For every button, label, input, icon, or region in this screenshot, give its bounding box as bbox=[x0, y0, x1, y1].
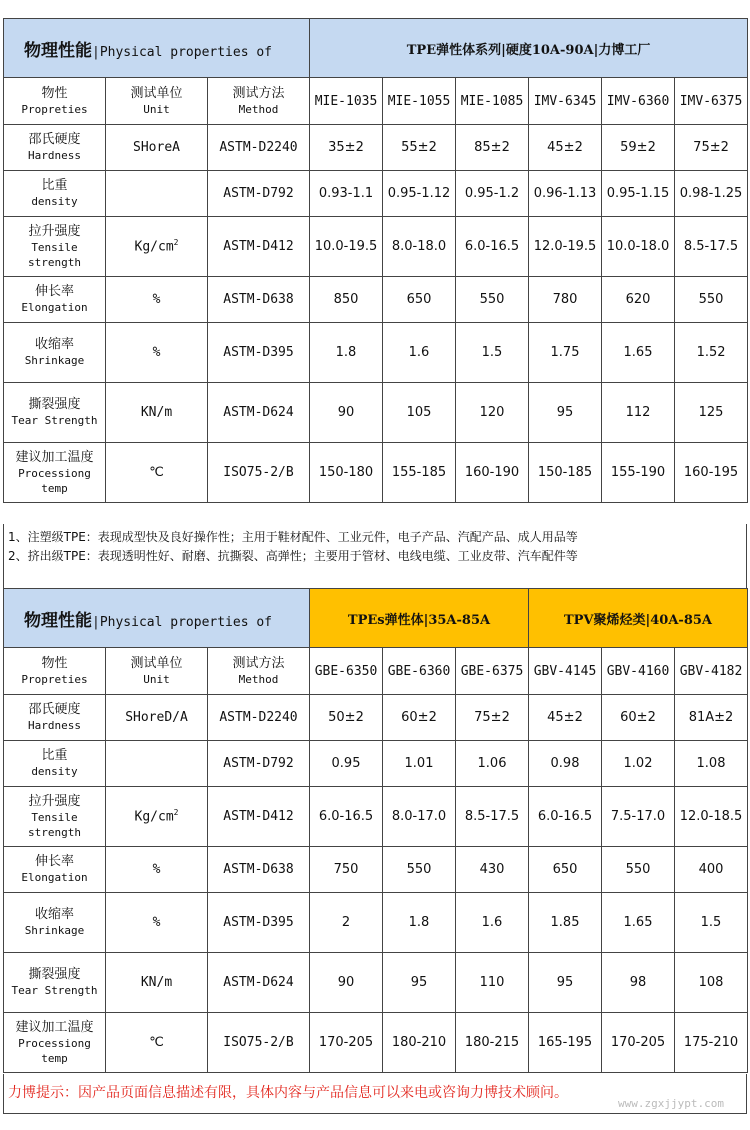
value-cell: 55±2 bbox=[383, 125, 456, 171]
value-cell: 45±2 bbox=[529, 695, 602, 741]
footer-tip: 力博提示：因产品页面信息描述有限，具体内容与产品信息可以来电或咨询力博技术顾问。 bbox=[8, 1085, 568, 1101]
value-cell: 180-215 bbox=[456, 1013, 529, 1073]
notes-section bbox=[3, 524, 747, 588]
grade-header: IMV-6345 bbox=[529, 78, 602, 125]
property-label: 伸长率 Elongation bbox=[4, 277, 106, 323]
col-header-method: 测试方法 Method bbox=[208, 648, 310, 695]
property-row bbox=[4, 125, 748, 171]
unit-cell: SHoreD/A bbox=[106, 695, 208, 741]
value-cell: 750 bbox=[310, 847, 383, 893]
value-cell: 1.02 bbox=[602, 741, 675, 787]
value-cell: 155-190 bbox=[602, 443, 675, 503]
property-label: 拉升强度 Tensile strength bbox=[4, 787, 106, 847]
unit-cell: $Kg/cm^2$ bbox=[106, 787, 208, 847]
property-row bbox=[4, 383, 748, 443]
value-cell: 75±2 bbox=[675, 125, 748, 171]
property-row bbox=[4, 847, 748, 893]
property-row bbox=[4, 787, 748, 847]
grade-header: GBV-4160 bbox=[602, 648, 675, 695]
grade-header: IMV-6360 bbox=[602, 78, 675, 125]
value-cell: 7.5-17.0 bbox=[602, 787, 675, 847]
grade-header: MIE-1085 bbox=[456, 78, 529, 125]
value-cell: 95 bbox=[529, 383, 602, 443]
value-cell: 170-205 bbox=[310, 1013, 383, 1073]
property-label: 建议加工温度 Processiong temp bbox=[4, 443, 106, 503]
value-cell: 1.5 bbox=[456, 323, 529, 383]
value-cell: 150-180 bbox=[310, 443, 383, 503]
value-cell: 650 bbox=[529, 847, 602, 893]
value-cell: 8.5-17.5 bbox=[456, 787, 529, 847]
value-cell: 6.0-16.5 bbox=[310, 787, 383, 847]
unit-cell: ℃ bbox=[106, 1013, 208, 1073]
grade-header: GBE-6360 bbox=[383, 648, 456, 695]
property-row bbox=[4, 953, 748, 1013]
value-cell: 0.96-1.13 bbox=[529, 171, 602, 217]
value-cell: 550 bbox=[675, 277, 748, 323]
value-cell: 155-185 bbox=[383, 443, 456, 503]
value-cell: 0.95 bbox=[310, 741, 383, 787]
col-header-property: 物性 Propreties bbox=[4, 78, 106, 125]
unit-cell: % bbox=[106, 847, 208, 893]
method-cell: ISO75-2/B bbox=[208, 1013, 310, 1073]
unit-cell: ℃ bbox=[106, 443, 208, 503]
property-row bbox=[4, 1013, 748, 1073]
value-cell: 0.95-1.15 bbox=[602, 171, 675, 217]
value-cell: 550 bbox=[383, 847, 456, 893]
value-cell: 105 bbox=[383, 383, 456, 443]
method-cell: ASTM-D792 bbox=[208, 171, 310, 217]
value-cell: 550 bbox=[456, 277, 529, 323]
unit-cell: KN/m bbox=[106, 953, 208, 1013]
value-cell: 850 bbox=[310, 277, 383, 323]
value-cell: 0.93-1.1 bbox=[310, 171, 383, 217]
value-cell: 170-205 bbox=[602, 1013, 675, 1073]
value-cell: 1.65 bbox=[602, 893, 675, 953]
value-cell: 125 bbox=[675, 383, 748, 443]
method-cell: ASTM-D395 bbox=[208, 893, 310, 953]
method-cell: ASTM-D2240 bbox=[208, 125, 310, 171]
unit-cell bbox=[106, 171, 208, 217]
grade-header: MIE-1055 bbox=[383, 78, 456, 125]
col-header-unit: 测试单位 Unit bbox=[106, 648, 208, 695]
value-cell: 2 bbox=[310, 893, 383, 953]
method-cell: ASTM-D624 bbox=[208, 953, 310, 1013]
col-header-property: 物性 Propreties bbox=[4, 648, 106, 695]
value-cell: 0.98 bbox=[529, 741, 602, 787]
table-title: TPE弹性体系列|硬度10A-90A|力博工厂 bbox=[310, 19, 748, 78]
footer-tip-box bbox=[3, 1074, 747, 1114]
value-cell: 95 bbox=[383, 953, 456, 1013]
property-label: 收缩率 Shrinkage bbox=[4, 893, 106, 953]
value-cell: 60±2 bbox=[383, 695, 456, 741]
value-cell: 1.52 bbox=[675, 323, 748, 383]
value-cell: 175-210 bbox=[675, 1013, 748, 1073]
method-cell: ASTM-D792 bbox=[208, 741, 310, 787]
column-header-row bbox=[4, 78, 748, 125]
property-row bbox=[4, 695, 748, 741]
value-cell: 12.0-18.5 bbox=[675, 787, 748, 847]
value-cell: 60±2 bbox=[602, 695, 675, 741]
property-label: 比重 density bbox=[4, 171, 106, 217]
value-cell: 45±2 bbox=[529, 125, 602, 171]
method-cell: ASTM-D395 bbox=[208, 323, 310, 383]
col-header-method: 测试方法 Method bbox=[208, 78, 310, 125]
col-header-unit: 测试单位 Unit bbox=[106, 78, 208, 125]
grade-header: GBE-6350 bbox=[310, 648, 383, 695]
grade-header: GBE-6375 bbox=[456, 648, 529, 695]
value-cell: 550 bbox=[602, 847, 675, 893]
value-cell: 1.8 bbox=[383, 893, 456, 953]
property-row bbox=[4, 217, 748, 277]
property-row bbox=[4, 741, 748, 787]
table-header-label: 物理性能|Physical properties of bbox=[4, 19, 310, 78]
value-cell: 120 bbox=[456, 383, 529, 443]
grade-header: IMV-6375 bbox=[675, 78, 748, 125]
value-cell: 620 bbox=[602, 277, 675, 323]
value-cell: 6.0-16.5 bbox=[456, 217, 529, 277]
value-cell: 90 bbox=[310, 953, 383, 1013]
value-cell: 10.0-19.5 bbox=[310, 217, 383, 277]
value-cell: 1.06 bbox=[456, 741, 529, 787]
property-row bbox=[4, 893, 748, 953]
unit-cell: % bbox=[106, 277, 208, 323]
value-cell: 0.98-1.25 bbox=[675, 171, 748, 217]
value-cell: 81A±2 bbox=[675, 695, 748, 741]
method-cell: ASTM-D412 bbox=[208, 787, 310, 847]
property-label: 邵氏硬度 Hardness bbox=[4, 695, 106, 741]
value-cell: 85±2 bbox=[456, 125, 529, 171]
method-cell: ASTM-D412 bbox=[208, 217, 310, 277]
value-cell: 160-195 bbox=[675, 443, 748, 503]
unit-cell: KN/m bbox=[106, 383, 208, 443]
unit-cell: SHoreA bbox=[106, 125, 208, 171]
value-cell: 8.0-18.0 bbox=[383, 217, 456, 277]
value-cell: 59±2 bbox=[602, 125, 675, 171]
value-cell: 1.6 bbox=[456, 893, 529, 953]
value-cell: 780 bbox=[529, 277, 602, 323]
value-cell: 110 bbox=[456, 953, 529, 1013]
value-cell: 400 bbox=[675, 847, 748, 893]
value-cell: 90 bbox=[310, 383, 383, 443]
table-title-tpv: TPV聚烯烃类|40A-85A bbox=[529, 589, 748, 648]
properties-table-1 bbox=[3, 18, 748, 503]
method-cell: ASTM-D638 bbox=[208, 847, 310, 893]
grade-header: MIE-1035 bbox=[310, 78, 383, 125]
value-cell: 0.95-1.2 bbox=[456, 171, 529, 217]
value-cell: 1.08 bbox=[675, 741, 748, 787]
property-row bbox=[4, 443, 748, 503]
value-cell: 50±2 bbox=[310, 695, 383, 741]
value-cell: 650 bbox=[383, 277, 456, 323]
value-cell: 150-185 bbox=[529, 443, 602, 503]
property-row bbox=[4, 171, 748, 217]
value-cell: 108 bbox=[675, 953, 748, 1013]
unit-cell: % bbox=[106, 893, 208, 953]
grade-header: GBV-4182 bbox=[675, 648, 748, 695]
value-cell: 160-190 bbox=[456, 443, 529, 503]
value-cell: 1.65 bbox=[602, 323, 675, 383]
value-cell: 112 bbox=[602, 383, 675, 443]
method-cell: ASTM-D638 bbox=[208, 277, 310, 323]
value-cell: 1.85 bbox=[529, 893, 602, 953]
method-cell: ASTM-D624 bbox=[208, 383, 310, 443]
value-cell: 75±2 bbox=[456, 695, 529, 741]
unit-cell: $Kg/cm^2$ bbox=[106, 217, 208, 277]
property-label: 邵氏硬度 Hardness bbox=[4, 125, 106, 171]
value-cell: 12.0-19.5 bbox=[529, 217, 602, 277]
value-cell: 98 bbox=[602, 953, 675, 1013]
value-cell: 165-195 bbox=[529, 1013, 602, 1073]
value-cell: 35±2 bbox=[310, 125, 383, 171]
value-cell: 430 bbox=[456, 847, 529, 893]
property-label: 收缩率 Shrinkage bbox=[4, 323, 106, 383]
property-label: 伸长率 Elongation bbox=[4, 847, 106, 893]
value-cell: 1.01 bbox=[383, 741, 456, 787]
method-cell: ASTM-D2240 bbox=[208, 695, 310, 741]
table-header-label: 物理性能|Physical properties of bbox=[4, 589, 310, 648]
property-label: 撕裂强度 Tear Strength bbox=[4, 953, 106, 1013]
watermark: www.zgxjjypt.com bbox=[618, 1097, 724, 1110]
property-label: 建议加工温度 Processiong temp bbox=[4, 1013, 106, 1073]
unit-cell: % bbox=[106, 323, 208, 383]
table-title-tpes: TPEs弹性体|35A-85A bbox=[310, 589, 529, 648]
value-cell: 1.6 bbox=[383, 323, 456, 383]
value-cell: 0.95-1.12 bbox=[383, 171, 456, 217]
method-cell: ISO75-2/B bbox=[208, 443, 310, 503]
value-cell: 1.75 bbox=[529, 323, 602, 383]
value-cell: 8.5-17.5 bbox=[675, 217, 748, 277]
property-row bbox=[4, 323, 748, 383]
unit-cell bbox=[106, 741, 208, 787]
value-cell: 1.5 bbox=[675, 893, 748, 953]
column-header-row bbox=[4, 648, 748, 695]
value-cell: 6.0-16.5 bbox=[529, 787, 602, 847]
grade-header: GBV-4145 bbox=[529, 648, 602, 695]
value-cell: 180-210 bbox=[383, 1013, 456, 1073]
value-cell: 1.8 bbox=[310, 323, 383, 383]
value-cell: 95 bbox=[529, 953, 602, 1013]
note-item: 2、挤出级TPE：表现透明性好、耐磨、抗撕裂、高弹性；主要用于管材、电线电缆、工业皮带、汽车配件等 bbox=[8, 549, 578, 563]
property-row bbox=[4, 277, 748, 323]
property-label: 比重 density bbox=[4, 741, 106, 787]
property-label: 撕裂强度 Tear Strength bbox=[4, 383, 106, 443]
property-label: 拉升强度 Tensile strength bbox=[4, 217, 106, 277]
value-cell: 10.0-18.0 bbox=[602, 217, 675, 277]
value-cell: 8.0-17.0 bbox=[383, 787, 456, 847]
note-item: 1、注塑级TPE：表现成型快及良好操作性；主用于鞋材配件、工业元件，电子产品、汽配产品、成人用品等 bbox=[8, 530, 578, 544]
properties-table-2 bbox=[3, 588, 748, 1073]
